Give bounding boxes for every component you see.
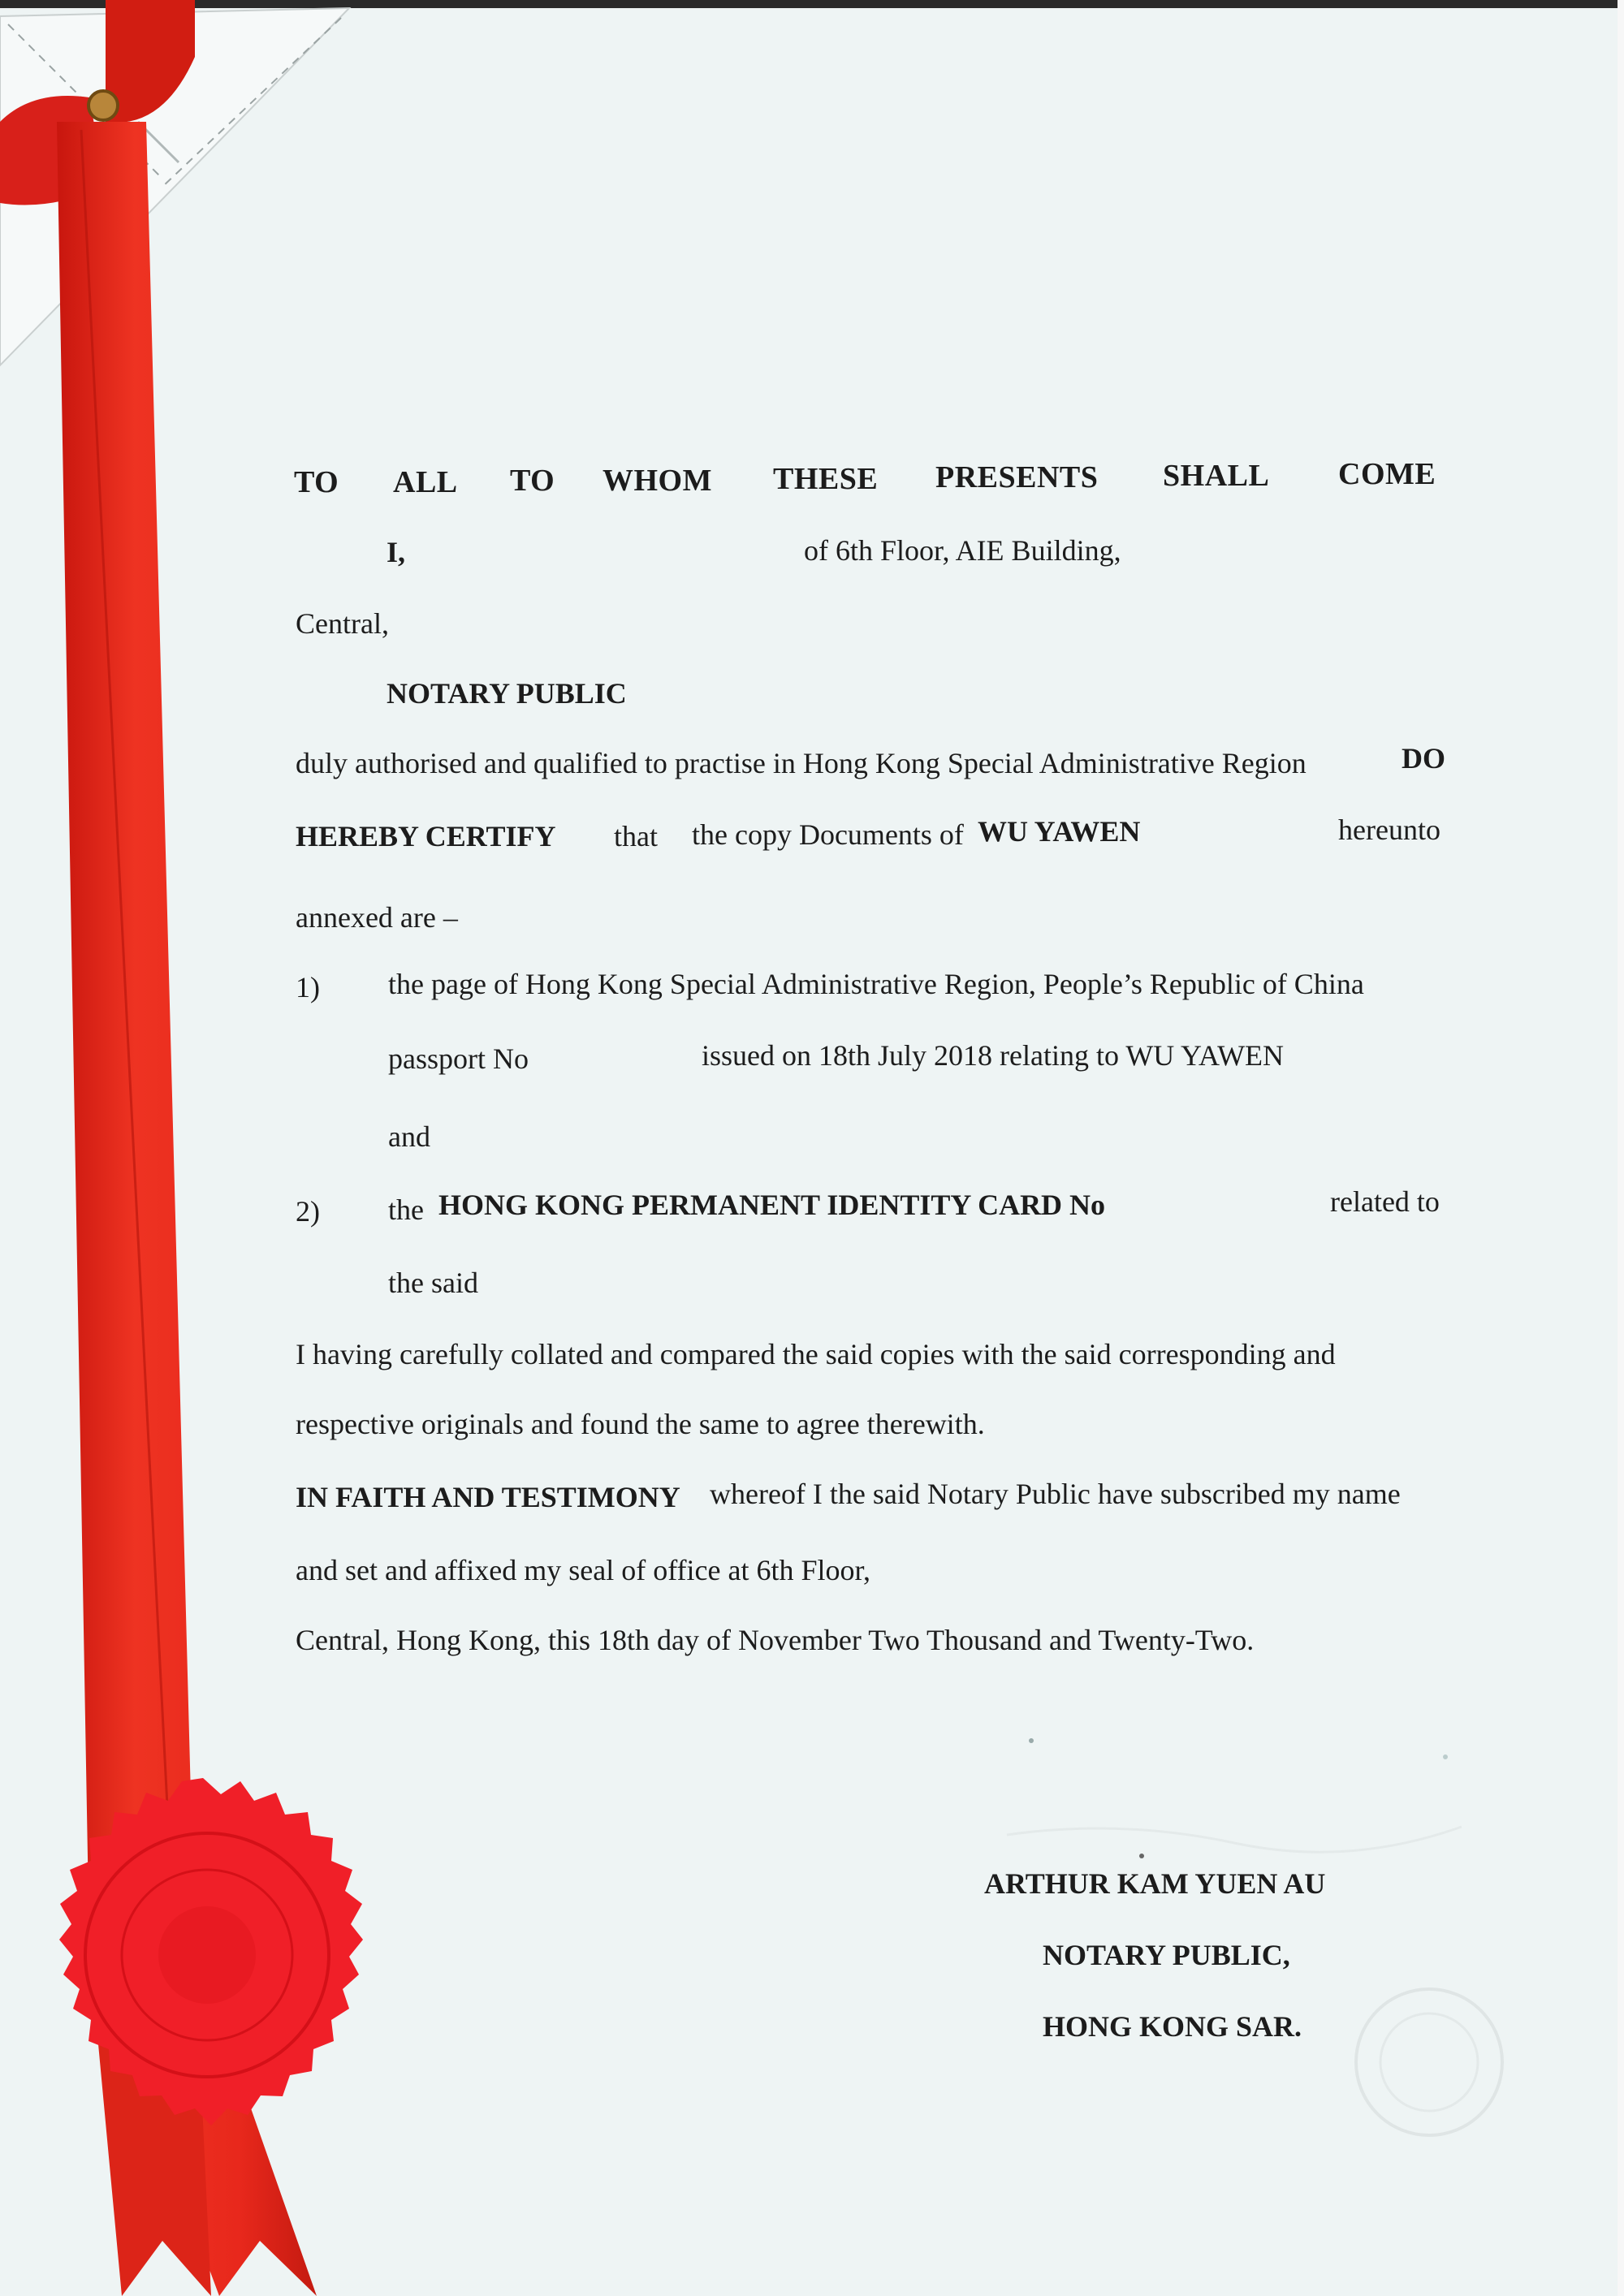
faith-rest: whereof I the said Notary Public have subscribed my name bbox=[710, 1478, 1401, 1510]
signature-mark-icon bbox=[974, 1721, 1478, 1867]
scan-right-edge bbox=[1618, 0, 1624, 2296]
item-2-the: the bbox=[388, 1193, 424, 1226]
date-line: Central, Hong Kong, this 18th day of November Two Thousand and Twenty-Two. bbox=[296, 1624, 1255, 1656]
hereunto-text: hereunto bbox=[1338, 814, 1440, 846]
intro-city: Central, bbox=[296, 607, 389, 640]
annexed-text: annexed are – bbox=[296, 901, 458, 934]
that-text: that bbox=[614, 820, 658, 852]
item-1-passport-label: passport No bbox=[388, 1042, 529, 1075]
heading-word: ALL bbox=[393, 465, 458, 499]
collated-line-1: I having carefully collated and compared the said copies with the said corresponding and bbox=[296, 1338, 1336, 1370]
heading-word: THESE bbox=[773, 462, 879, 496]
item-2-related-to: related to bbox=[1330, 1185, 1440, 1218]
item-number: 2) bbox=[296, 1195, 320, 1228]
heading-word: WHOM bbox=[603, 464, 712, 498]
heading-word: PRESENTS bbox=[935, 460, 1099, 494]
collated-line-2: respective originals and found the same to agree therewith. bbox=[296, 1408, 985, 1440]
intro-i: I, bbox=[387, 536, 406, 568]
heading-word: TO bbox=[294, 465, 339, 499]
notary-location: HONG KONG SAR. bbox=[1043, 2010, 1302, 2043]
item-2-the-said: the said bbox=[388, 1267, 478, 1299]
heading-word: COME bbox=[1338, 457, 1436, 491]
authorised-text: duly authorised and qualified to practise in Hong Kong Special Administrative Region bbox=[296, 747, 1307, 779]
notary-title-line: NOTARY PUBLIC, bbox=[1043, 1939, 1290, 1971]
seal-line: and set and affixed my seal of office at 6th Floor, bbox=[296, 1554, 871, 1586]
notary-seal-icon bbox=[0, 1770, 406, 2160]
item-number: 1) bbox=[296, 971, 320, 1003]
subject-name: WU YAWEN bbox=[978, 815, 1141, 848]
do-text: DO bbox=[1402, 742, 1445, 775]
item-2-card-name: HONG KONG PERMANENT IDENTITY CARD No bbox=[438, 1189, 1106, 1221]
notary-name: ARTHUR KAM YUEN AU bbox=[984, 1867, 1326, 1900]
certify-text: HEREBY CERTIFY bbox=[296, 820, 556, 852]
heading-word: SHALL bbox=[1163, 459, 1270, 493]
item-1-line1: the page of Hong Kong Special Administrative Region, People’s Republic of China bbox=[388, 968, 1364, 1000]
faith-bold: IN FAITH AND TESTIMONY bbox=[296, 1481, 680, 1513]
copy-text: the copy Documents of bbox=[692, 818, 964, 851]
notary-title: NOTARY PUBLIC bbox=[387, 677, 627, 710]
item-1-issued-text: issued on 18th July 2018 relating to WU YAWEN bbox=[702, 1039, 1285, 1072]
intro-address: of 6th Floor, AIE Building, bbox=[804, 534, 1121, 567]
embossed-seal-icon bbox=[1348, 1981, 1510, 2143]
heading-word: TO bbox=[510, 464, 555, 498]
item-1-and: and bbox=[388, 1120, 430, 1153]
